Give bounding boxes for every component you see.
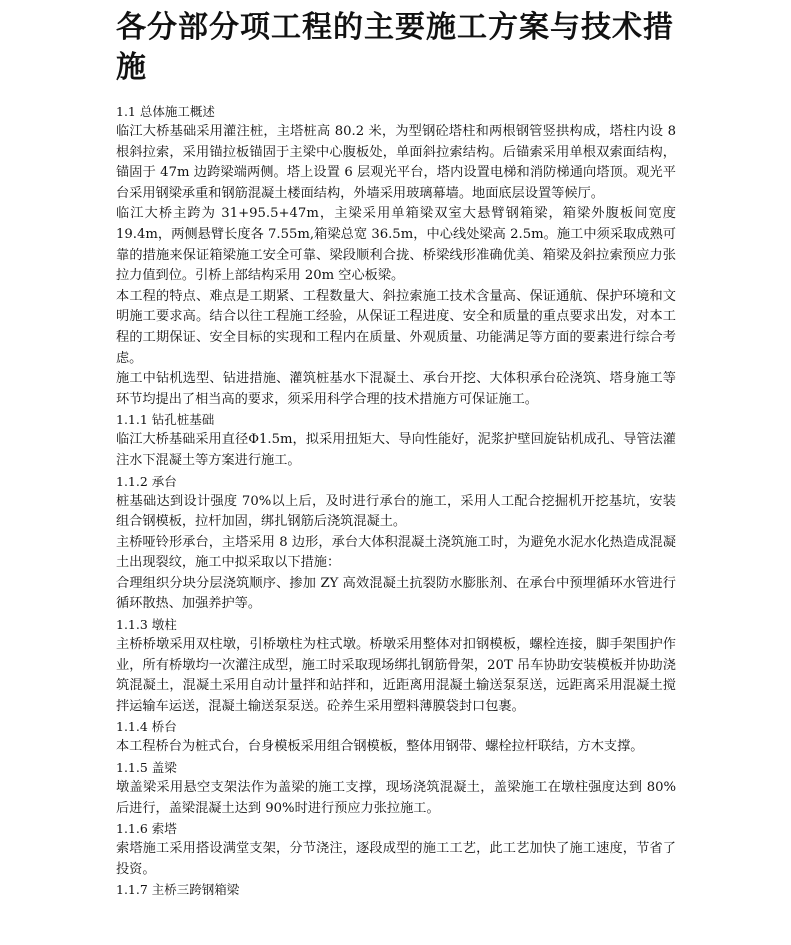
paragraph: 主桥桥墩采用双柱墩，引桥墩柱为柱式墩。桥墩采用整体对扣钢模板，螺栓连接，脚手架围护作业，所有桥墩均一次灌注成型，施工时采取现场绑扎钢筋骨架，20T 吊车协助安装模板并协助浇筑混凝土，混凝土采用自动计量拌和站拌和，近距离用混凝土输送泵泵送，远距离采用混凝土搅拌运输车运送，混凝土输送泵泵送。砼养生采用塑料薄膜袋封口包裹。 (116, 637, 676, 714)
page-title: 各分部分项工程的主要施工方案与技术措施 (116, 10, 674, 85)
paragraph: 临江大桥主跨为 31+95.5+47m，主梁采用单箱梁双室大悬臂钢箱梁，箱梁外腹板间宽度 19.4m，两侧悬臂长度各 7.55m,箱梁总宽 36.5m，中心线处梁高 2.5m。施工中须采取成熟可靠的措施来保证箱梁施工安全可靠、梁段顺利合拢、桥梁线形准确优美、箱梁及斜拉索预应力张拉力值到位。引桥上部结构采用 20m 空心板梁。 (116, 206, 676, 284)
paragraph: 主桥哑铃形承台，主塔采用 8 边形，承台大体积混凝土浇筑施工时，为避免水泥水化热造成混凝土出现裂纹，施工中拟采取以下措施： (116, 534, 676, 571)
section-heading-1-1-3: 1.1.3 墩柱 (116, 617, 177, 633)
paragraph: 本工程桥台为桩式台，台身模板采用组合钢模板，整体用钢带、螺栓拉杆联结，方木支撑。 (116, 739, 644, 755)
section-heading-1-1: 1.1 总体施工概述 (116, 104, 215, 119)
paragraph: 施工中钻机选型、钻进措施、灌筑桩基水下混凝土、承台开挖、大体积承台砼浇筑、塔身施工等环节均提出了相当高的要求，须采用科学合理的技术措施方可保证施工。 (116, 371, 676, 407)
section-heading-1-1-5: 1.1.5 盖梁 (116, 760, 177, 776)
paragraph: 桩基础达到设计强度 70%以上后，及时进行承台的施工，采用人工配合挖掘机开挖基坑，安装组合钢模板，拉杆加固，绑扎钢筋后浇筑混凝土。 (116, 493, 676, 530)
section-heading-1-1-6: 1.1.6 索塔 (116, 821, 177, 837)
paragraph: 墩盖梁采用悬空支架法作为盖梁的施工支撑，现场浇筑混凝土，盖梁施工在墩柱强度达到 80%后进行，盖梁混凝土达到 90%时进行预应力张拉施工。 (116, 780, 676, 816)
section-heading-1-1-2: 1.1.2 承台 (116, 473, 177, 489)
section-heading-1-1-4: 1.1.4 桥台 (116, 719, 177, 735)
paragraph: 合理组织分块分层浇筑顺序、掺加 ZY 高效混凝土抗裂防水膨胀剂、在承台中预埋循环水管进行循环散热、加强养护等。 (116, 575, 676, 612)
paragraph: 临江大桥基础采用灌注桩，主塔桩高 80.2 米，为型钢砼塔柱和两根钢管竖拱构成，塔柱内设 8 根斜拉索，采用锚拉板锚固于主梁中心腹板处，单面斜拉索结构。后锚索采用单根双索面结构，锚固于 47m 边跨梁端两侧。塔上设置 6 层观光平台，塔内设置电梯和消防梯通向塔顶。观光平台采用钢梁承重和钢筋混凝土楼面结构，外墙采用玻璃幕墙。地面底层设置等候厅。 (116, 124, 676, 201)
paragraph: 临江大桥基础采用直径Φ1.5m，拟采用扭矩大、导向性能好，泥浆护壁回旋钻机成孔、导管法灌注水下混凝土等方案进行施工。 (116, 432, 676, 468)
section-heading-1-1-1: 1.1.1 钻孔桩基础 (116, 412, 215, 428)
section-heading-1-1-7: 1.1.7 主桥三跨钢箱梁 (116, 882, 240, 898)
document-page (116, 8, 676, 900)
paragraph: 本工程的特点、难点是工期紧、工程数量大、斜拉索施工技术含量高、保证通航、保护环境和文明施工要求高。结合以往工程施工经验，从保证工程进度、安全和质量的重点要求出发，对本工程的工期保证、安全目标的实现和工程内在质量、外观质量、功能满足等方面的要素进行综合考虑。 (116, 288, 676, 366)
paragraph: 索塔施工采用搭设满堂支架，分节浇注，逐段成型的施工工艺，此工艺加快了施工速度，节省了投资。 (116, 841, 676, 877)
